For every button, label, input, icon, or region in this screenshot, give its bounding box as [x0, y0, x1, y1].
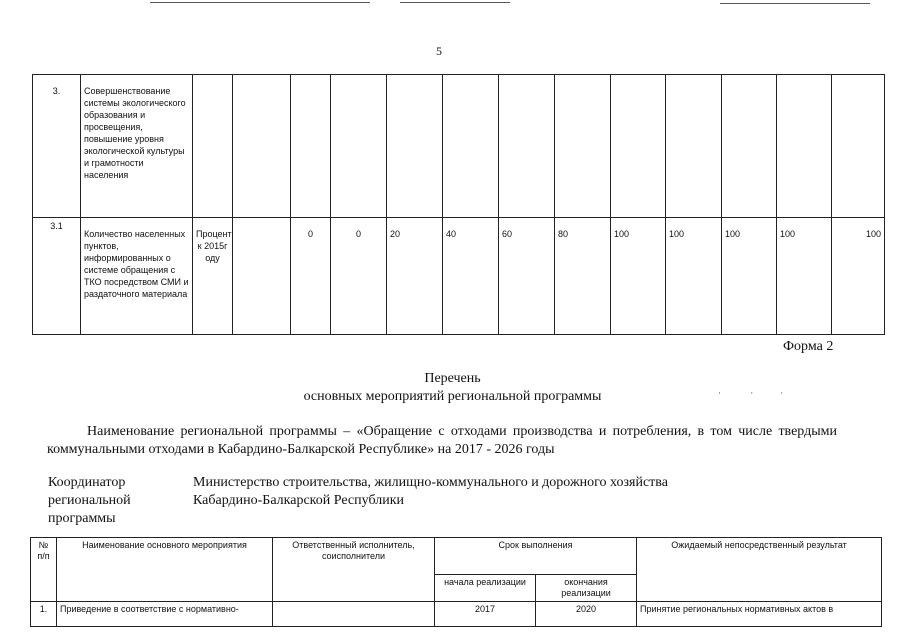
value-cell — [387, 75, 443, 218]
indicator-unit: Процент к 2015г оду — [193, 218, 233, 335]
list-subtitle: основных мероприятий региональной программы — [303, 389, 602, 404]
event-executor — [273, 602, 435, 627]
header-num: № п/п — [31, 538, 57, 602]
coordinator-line: Министерство строительства, жилищно-коммунального и дорожного хозяйства — [193, 475, 668, 490]
header-result: Ожидаемый непосредственный результат — [637, 538, 882, 602]
header-name: Наименование основного мероприятия — [57, 538, 273, 602]
value-cell: 100 — [777, 218, 832, 335]
row-number: 1. — [31, 602, 57, 627]
form-label: Форма 2 — [783, 339, 834, 354]
scan-artifact-line — [400, 2, 510, 3]
scan-mark: · · · — [718, 388, 784, 398]
indicator-name: Количество населенных пунктов, информированных о системе обращения с ТКО посредством СМИ и раздаточного материала — [81, 218, 193, 335]
header-start: начала реализации — [435, 575, 536, 602]
value-cell: 60 — [499, 218, 555, 335]
value-cell — [555, 75, 611, 218]
value-cell: 80 — [555, 218, 611, 335]
value-cell: 20 — [387, 218, 443, 335]
value-cell — [331, 75, 387, 218]
header-end: окончания реализации — [536, 575, 637, 602]
scan-artifact-line — [150, 2, 370, 3]
row-number: 3.1 — [33, 218, 81, 335]
indicator-table — [32, 74, 885, 335]
scan-artifact-line — [720, 3, 870, 4]
value-cell: 100 — [611, 218, 666, 335]
value-cell — [666, 75, 722, 218]
coordinator-value — [193, 474, 793, 510]
coordinator-line: Кабардино-Балкарской Республики — [193, 493, 404, 508]
table-row — [31, 602, 882, 627]
value-cell: 100 — [832, 218, 885, 335]
value-cell — [233, 218, 291, 335]
value-cell — [722, 75, 777, 218]
list-title: Перечень — [424, 371, 481, 386]
table-row — [33, 75, 885, 218]
header-period: Срок выполнения — [435, 538, 637, 575]
event-name: Приведение в соответствие с нормативно- — [57, 602, 273, 627]
value-cell: 0 — [331, 218, 387, 335]
table-row — [33, 218, 885, 335]
event-start: 2017 — [435, 602, 536, 627]
value-cell: 100 — [666, 218, 722, 335]
indicator-unit — [193, 75, 233, 218]
value-cell: 0 — [291, 218, 331, 335]
coordinator-label: Координатор региональной программы — [48, 475, 131, 526]
value-cell — [611, 75, 666, 218]
indicator-name: Совершенствование системы экологического образования и просвещения, повышение уровня экологической культуры и грамотности населения — [81, 75, 193, 218]
value-cell — [291, 75, 331, 218]
value-cell: 40 — [443, 218, 499, 335]
table-header-row — [31, 538, 882, 575]
page-number: 5 — [436, 44, 442, 58]
value-cell — [443, 75, 499, 218]
event-result: Принятие региональных нормативных актов в — [637, 602, 882, 627]
event-end: 2020 — [536, 602, 637, 627]
value-cell — [777, 75, 832, 218]
header-executor: Ответственный исполнитель, соисполнители — [273, 538, 435, 602]
program-name: Наименование региональной программы – «Обращение с отходами производства и потребления, в том числе твердыми коммунальными отходами в Кабардино-Балкарской Республике» на 2017 - 2026 годы — [47, 424, 837, 457]
value-cell — [832, 75, 885, 218]
events-table — [30, 537, 882, 627]
value-cell — [499, 75, 555, 218]
value-cell: 100 — [722, 218, 777, 335]
row-number: 3. — [33, 75, 81, 218]
value-cell — [233, 75, 291, 218]
